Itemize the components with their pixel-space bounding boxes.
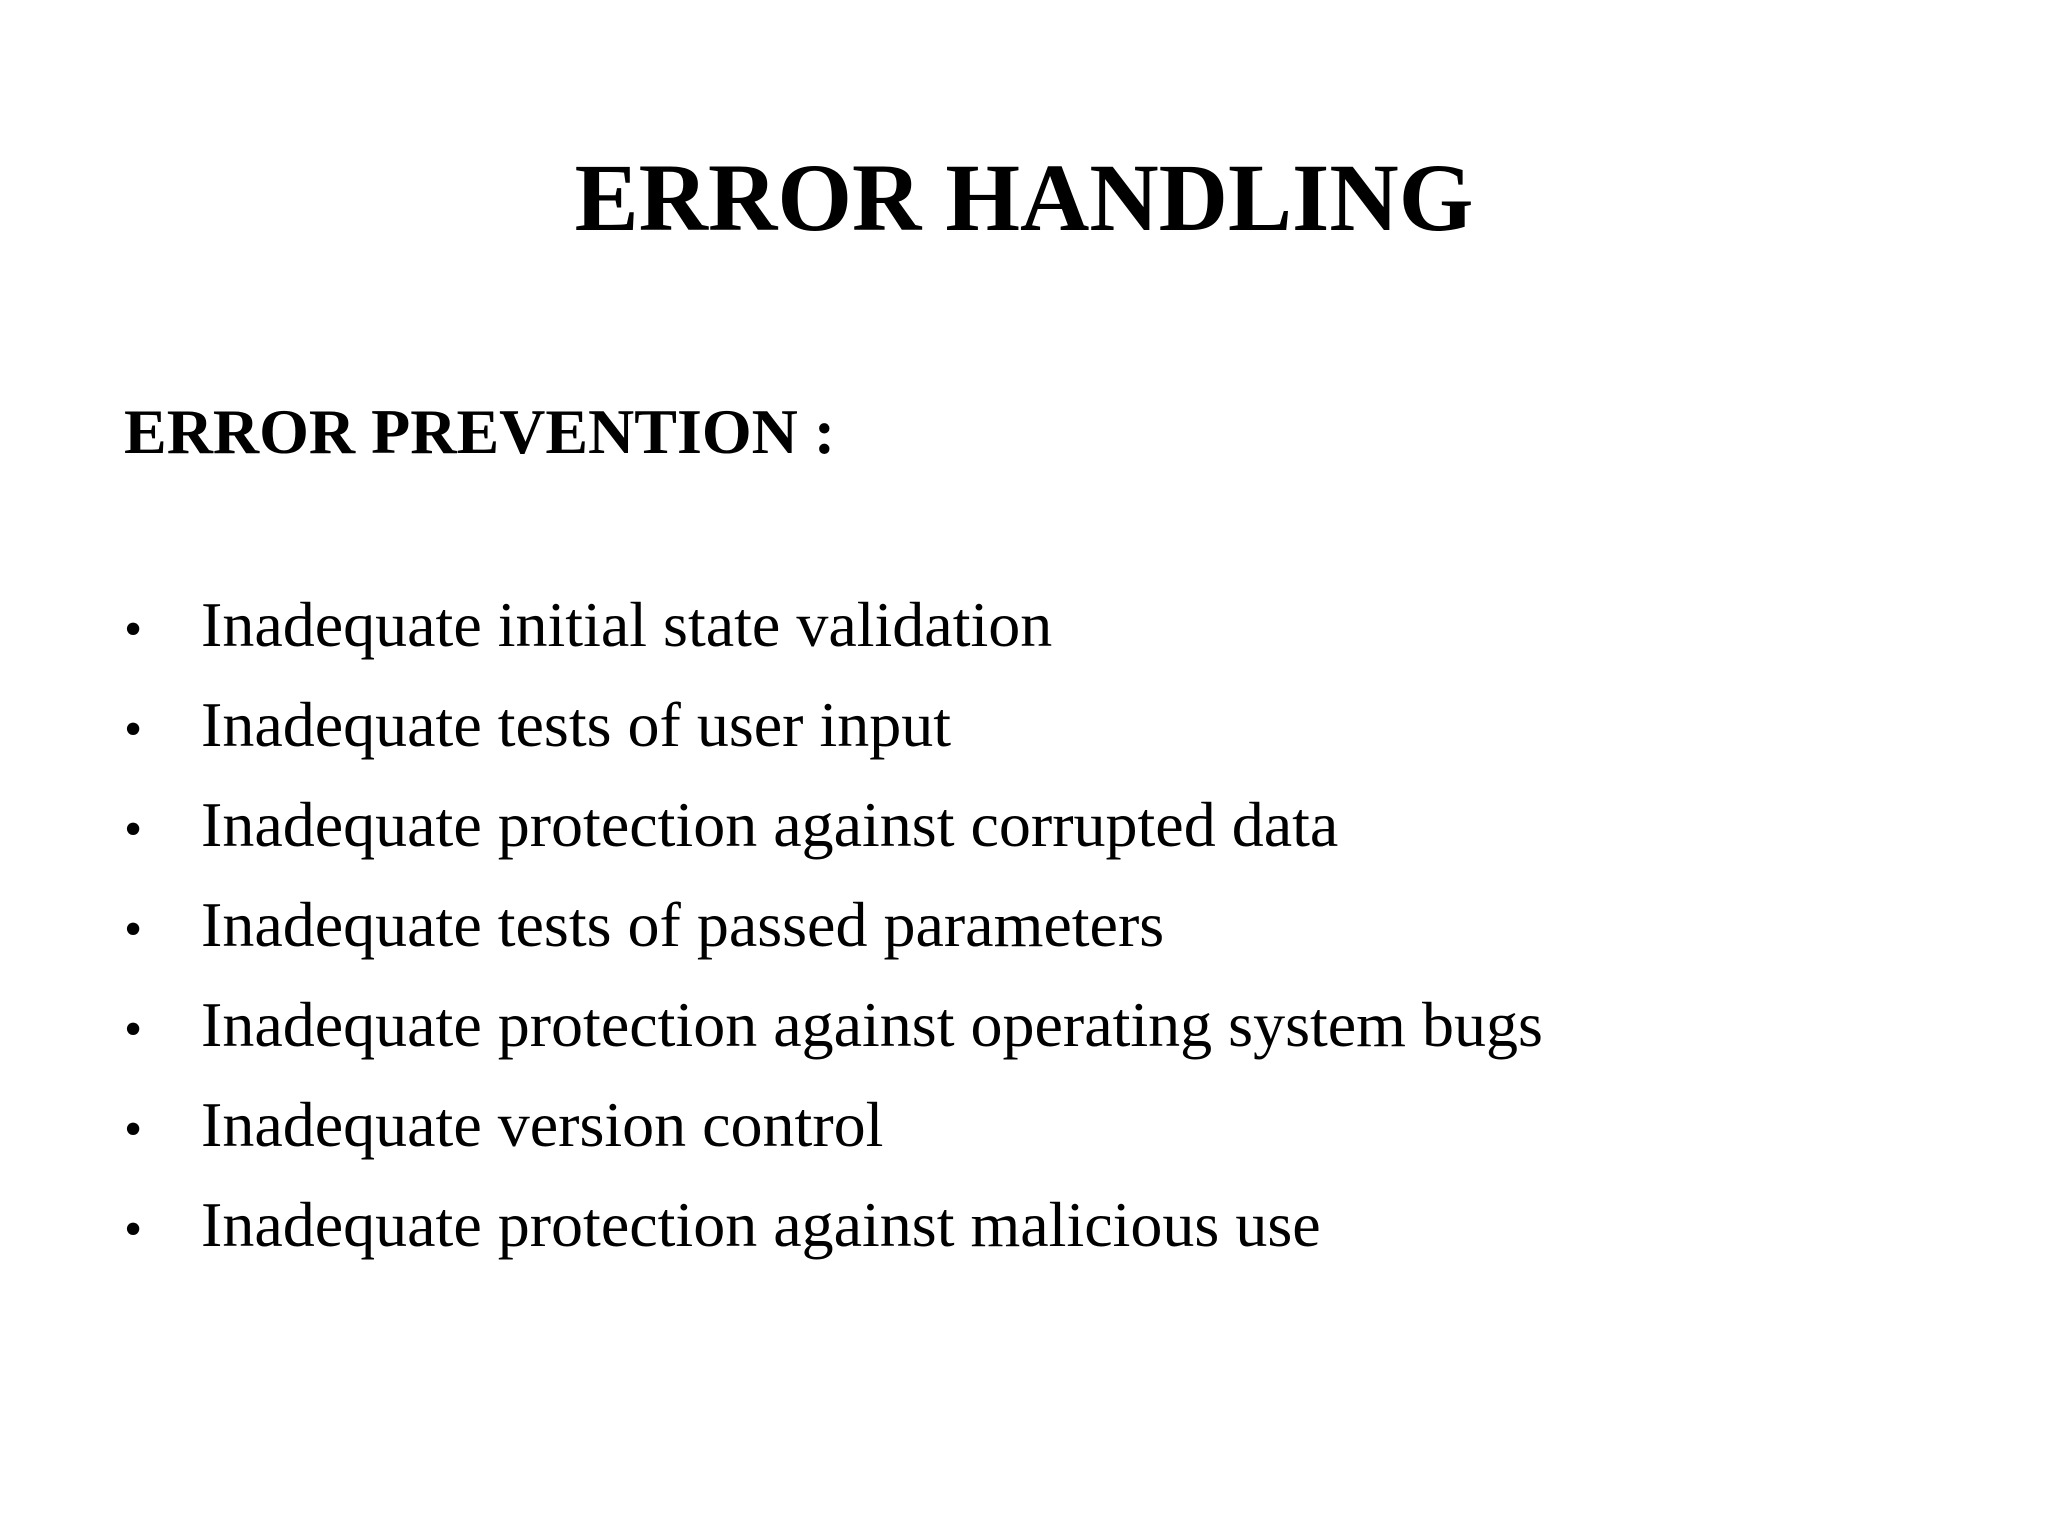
bullet-icon: • [124, 1201, 143, 1258]
section-heading: ERROR PREVENTION : [124, 396, 836, 467]
bullet-icon: • [124, 601, 143, 658]
bullet-item [124, 583, 1543, 683]
bullet-item [124, 983, 1543, 1083]
bullet-text: Inadequate initial state validation [201, 589, 1053, 660]
slide-title: ERROR HANDLING [574, 144, 1474, 251]
bullet-icon: • [124, 1001, 143, 1058]
bullet-text: Inadequate tests of user input [201, 689, 951, 760]
bullet-text: Inadequate protection against operating system bugs [201, 989, 1543, 1060]
bullet-icon: • [124, 1101, 143, 1158]
bullet-item [124, 783, 1543, 883]
bullet-item [124, 683, 1543, 783]
bullet-text: Inadequate protection against malicious use [201, 1189, 1321, 1260]
bullet-item [124, 883, 1543, 983]
bullet-item [124, 1183, 1543, 1283]
bullet-icon: • [124, 801, 143, 858]
bullet-text: Inadequate version control [201, 1089, 884, 1160]
bullet-icon: • [124, 701, 143, 758]
bullet-icon: • [124, 901, 143, 958]
bullet-text: Inadequate tests of passed parameters [201, 889, 1165, 960]
bullet-item [124, 1083, 1543, 1183]
bullet-list [124, 583, 1543, 1283]
bullet-text: Inadequate protection against corrupted data [201, 789, 1339, 860]
